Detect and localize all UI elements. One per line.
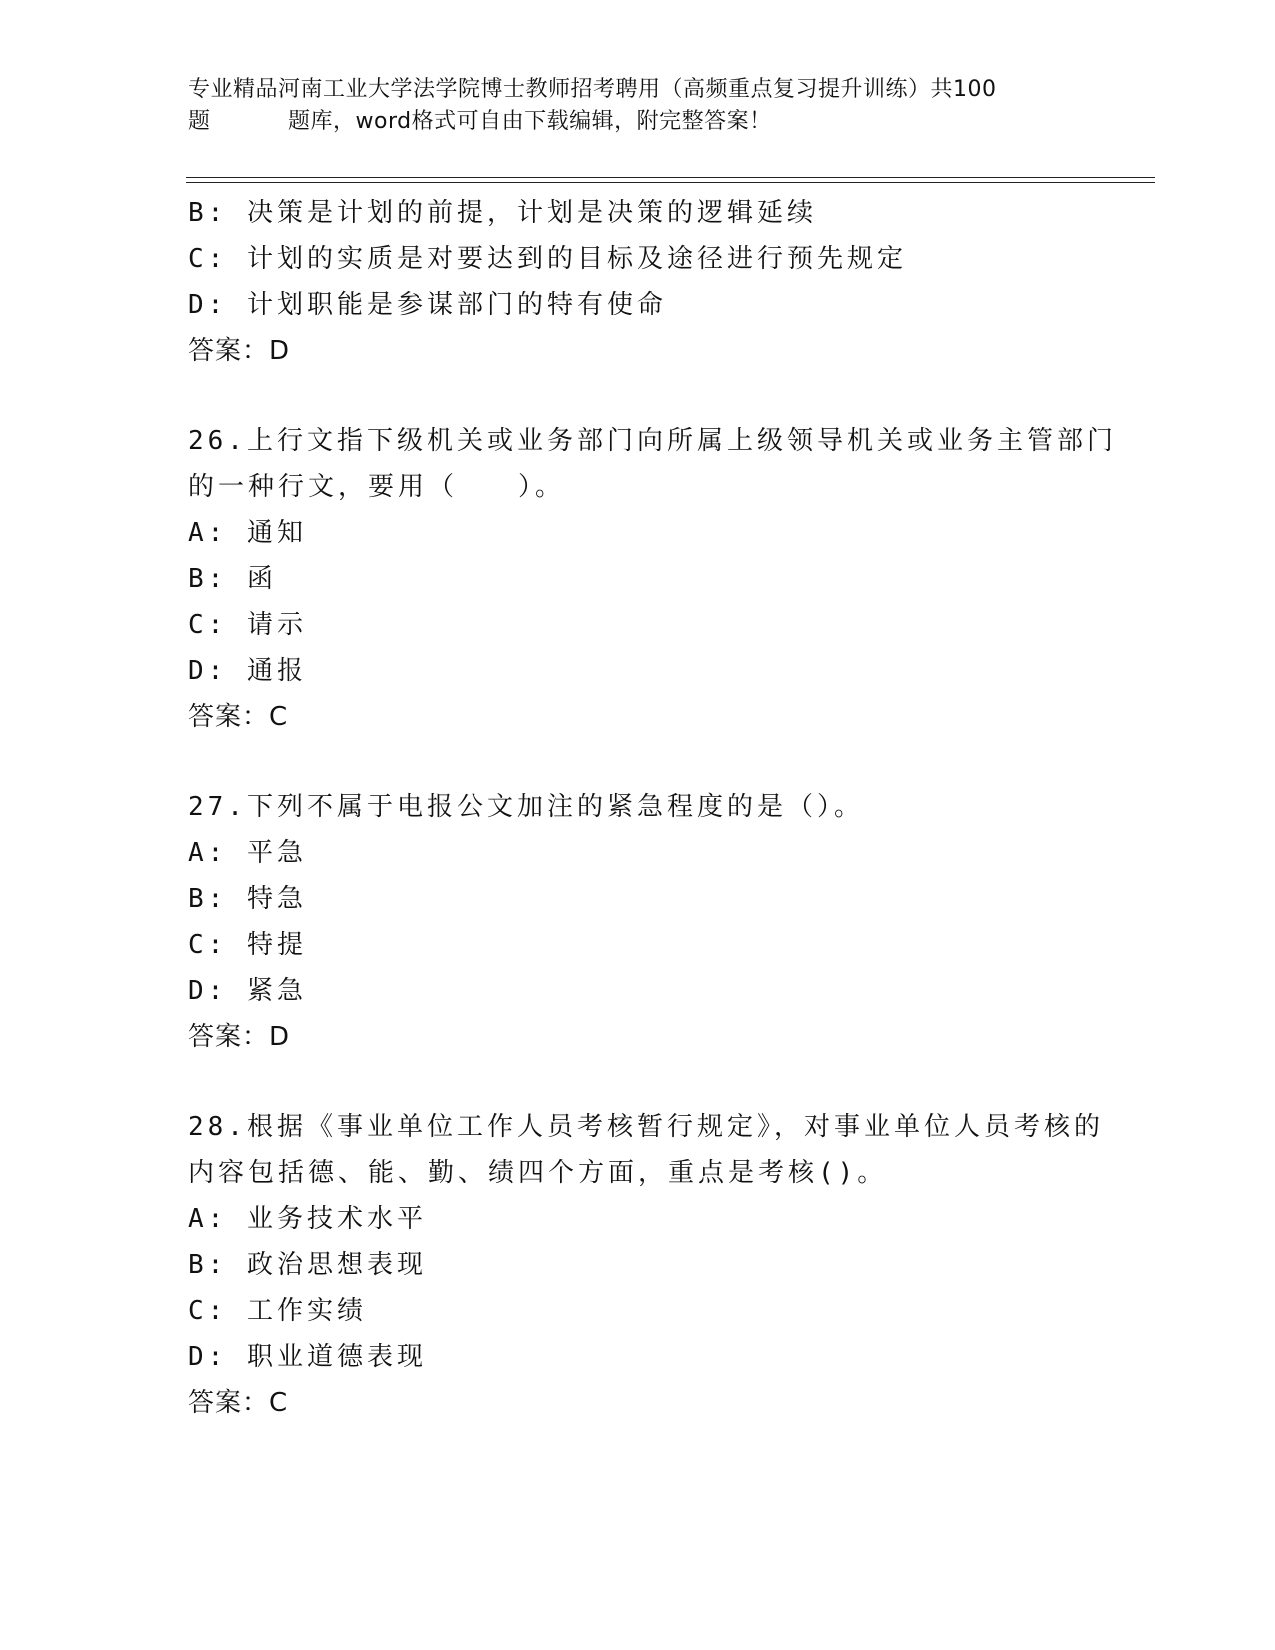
option-c: C: 特提 [188, 930, 307, 960]
option-b: B: 政治思想表现 [188, 1250, 427, 1280]
spacer [188, 740, 1088, 784]
option-d: D: 紧急 [188, 976, 307, 1006]
document-header [188, 74, 1088, 138]
option-c: C: 计划的实质是对要达到的目标及途径进行预先规定 [188, 244, 907, 274]
spacer [188, 374, 1088, 418]
option-a: A: 通知 [188, 518, 307, 548]
header-divider-top [186, 177, 1155, 178]
answer-line: 答案：D [188, 1022, 291, 1052]
header-title-line-2-lead: 题 [188, 109, 211, 134]
question-stem-line: 内容包括德、能、勤、绩四个方面，重点是考核()。 [188, 1158, 888, 1188]
question-block [188, 1104, 1104, 1426]
option-d: D: 职业道德表现 [188, 1342, 427, 1372]
option-d: D: 计划职能是参谋部门的特有使命 [188, 290, 667, 320]
question-block [188, 784, 1088, 1060]
answer-line: 答案：D [188, 336, 291, 366]
question-list [188, 190, 1117, 1426]
option-b: B: 函 [188, 564, 277, 594]
question-stem-line: 的一种行文，要用（ ）。 [188, 472, 566, 502]
option-a: A: 平急 [188, 838, 307, 868]
header-title-line-1: 专业精品河南工业大学法学院博士教师招考聘用（高频重点复习提升训练）共100 [188, 77, 997, 102]
question-stem-line: 28.根据《事业单位工作人员考核暂行规定》，对事业单位人员考核的 [188, 1112, 1104, 1142]
option-d: D: 通报 [188, 656, 307, 686]
header-divider-bottom [186, 182, 1155, 183]
option-b: B: 决策是计划的前提，计划是决策的逻辑延续 [188, 198, 817, 228]
spacer [188, 1060, 1088, 1104]
option-c: C: 请示 [188, 610, 307, 640]
header-title-line-2-rest: 题库，word格式可自由下载编辑，附完整答案！ [288, 109, 772, 134]
option-c: C: 工作实绩 [188, 1296, 367, 1326]
question-stem-line: 26.上行文指下级机关或业务部门向所属上级领导机关或业务主管部门 [188, 426, 1117, 456]
answer-line: 答案：C [188, 702, 289, 732]
question-block [188, 418, 1117, 740]
header-title-line-2 [188, 106, 1088, 138]
option-a: A: 业务技术水平 [188, 1204, 427, 1234]
answer-line: 答案：C [188, 1388, 289, 1418]
question-block [188, 190, 1088, 374]
option-b: B: 特急 [188, 884, 307, 914]
question-stem-line: 27.下列不属于电报公文加注的紧急程度的是（）。 [188, 792, 864, 822]
